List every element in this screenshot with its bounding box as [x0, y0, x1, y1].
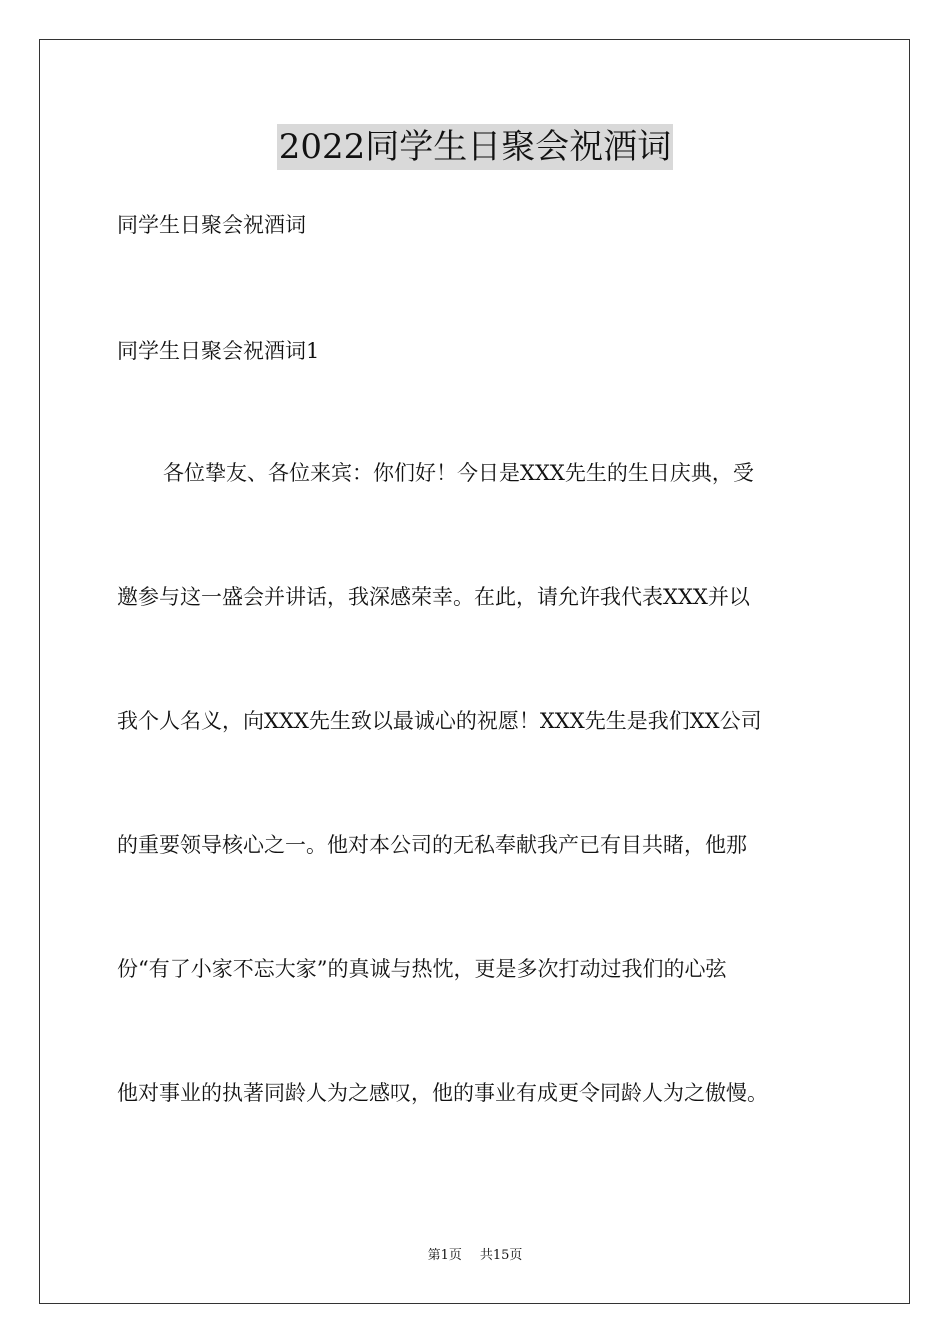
paragraph-line-4: 的重要领导核心之一。他对本公司的无私奉献我产已有目共睹，他那: [117, 833, 747, 857]
paragraph-line-5: 份“有了小家不忘大家”的真诚与热忱，更是多次打动过我们的心弦: [117, 957, 727, 981]
page-total: 共15页: [479, 1248, 523, 1263]
subtitle: 同学生日聚会祝酒词: [117, 213, 306, 237]
page-number: 第1页: [427, 1248, 462, 1263]
paragraph-line-2: 邀参与这一盛会并讲话，我深感荣幸。在此，请允许我代表XXX并以: [117, 585, 750, 609]
title-container: [0, 124, 950, 170]
paragraph-line-3: 我个人名义，向XXX先生致以最诚心的祝愿！XXX先生是我们XX公司: [117, 709, 762, 733]
paragraph-line-1: 各位挚友、各位来宾：你们好！今日是XXX先生的生日庆典，受: [163, 461, 754, 485]
paragraph-line-6: 他对事业的执著同龄人为之感叹，他的事业有成更令同龄人为之傲慢。: [117, 1081, 768, 1105]
section-heading: 同学生日聚会祝酒词1: [117, 339, 320, 363]
page-footer: [0, 1247, 950, 1265]
document-title: 2022同学生日聚会祝酒词: [277, 124, 674, 170]
